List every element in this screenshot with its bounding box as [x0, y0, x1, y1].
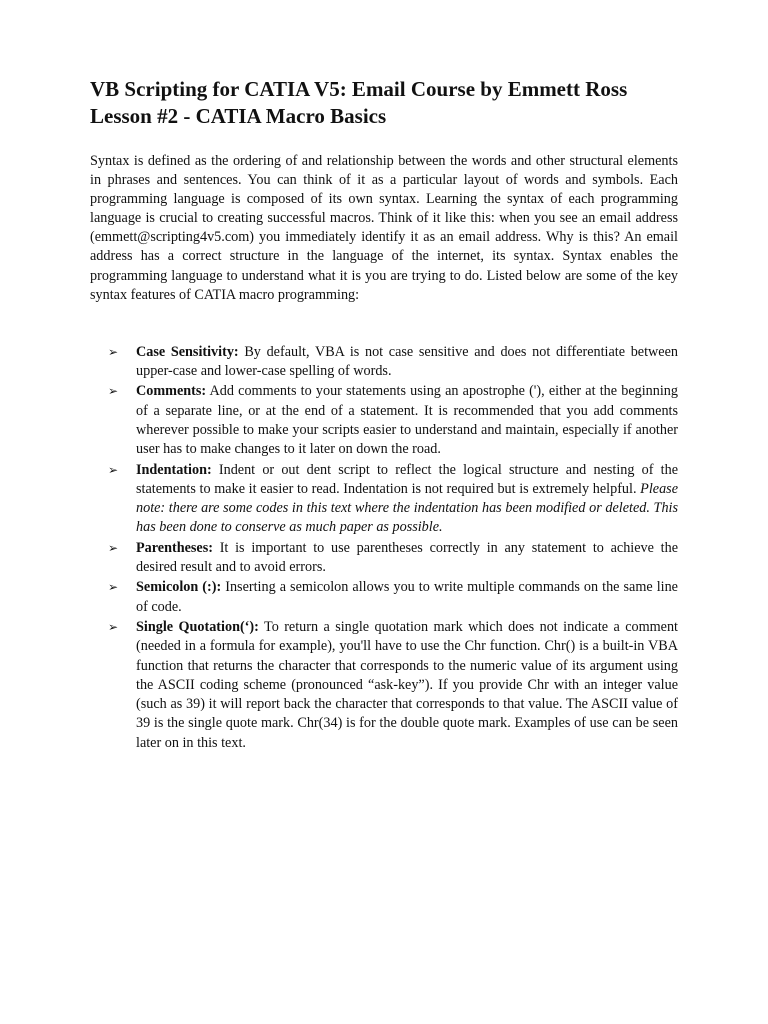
feature-text: Add comments to your statements using an apostrophe ('), either at the beginning of a separate line, or at the end of a statement. It is recommended that you add comments wherever possible to make your scripts easier to understand and maintain, especially if another user has to make changes to it later on down the road. [136, 383, 678, 458]
feature-term: Semicolon (:): [136, 579, 222, 596]
arrowhead-bullet-icon: ➢ [108, 384, 119, 399]
list-item [108, 578, 678, 617]
feature-text: Indent or out dent script to reflect the logical structure and nesting of the statements to make it easier to read. Indentation is not required but is extremely helpful. [136, 461, 678, 497]
arrowhead-bullet-icon: ➢ [108, 462, 119, 477]
feature-text: By default, VBA is not case sensitive and does not differentiate between upper-case and lower-case spelling of words. [136, 343, 678, 380]
feature-term: Comments: [136, 383, 207, 400]
arrowhead-bullet-icon: ➢ [108, 619, 119, 634]
title-line-1: VB Scripting for CATIA V5: Email Course by Emmett Ross [90, 77, 628, 101]
list-item [108, 382, 678, 459]
feature-term: Indentation: [136, 461, 212, 478]
list-item [108, 618, 678, 753]
feature-text: To return a single quotation mark which does not indicate a comment (needed in a formula for example), you'll have to use the Chr function. Chr() is a built-in VBA function that returns the character that corresponds to the numeric value of its argument using the ASCII coding scheme (pronounced “ask-key”). If you provide Chr with an integer value (such as 39) it will report back the character that corresponds to that value. The ASCII value of 39 is the single quote mark. Chr(34) is for the double quote mark. Examples of use can be seen later on in this text. [136, 618, 678, 751]
title-line-2: Lesson #2 - CATIA Macro Basics [90, 104, 387, 128]
feature-text: It is important to use parentheses correctly in any statement to achieve the desired result and to avoid errors. [136, 539, 678, 576]
feature-term: Case Sensitivity: [136, 343, 239, 360]
intro-paragraph: Syntax is defined as the ordering of and relationship between the words and other structural elements in phrases and sentences. You can think of it as a particular layout of words and symbols. Each programming language is composed of its own syntax. Learning the syntax of each programming language is crucial to creating successful macros. Think of it like this: when you see an email address (emmett@scripting4v5.com) you immediately identify it as an email address. Why is this? An email address has a correct structure in the language of the internet, its syntax. Syntax enables the programming language to understand what it is you are trying to do. Listed below are some of the key syntax features of CATIA macro programming: [90, 153, 678, 303]
document-title [90, 76, 678, 130]
arrowhead-bullet-icon: ➢ [108, 540, 119, 555]
feature-term: Parentheses: [136, 539, 213, 556]
list-item [108, 343, 678, 382]
feature-note: Please note: there are some codes in this text where the indentation has been modified or deleted. This has been done to conserve as much paper as possible. [136, 480, 678, 536]
arrowhead-bullet-icon: ➢ [108, 344, 119, 359]
list-item [108, 461, 678, 538]
feature-text: Inserting a semicolon allows you to write multiple commands on the same line of code. [136, 579, 678, 615]
arrowhead-bullet-icon: ➢ [108, 580, 119, 595]
feature-term: Single Quotation(‘): [136, 618, 259, 635]
list-item [108, 539, 678, 578]
syntax-features-list [90, 343, 678, 753]
